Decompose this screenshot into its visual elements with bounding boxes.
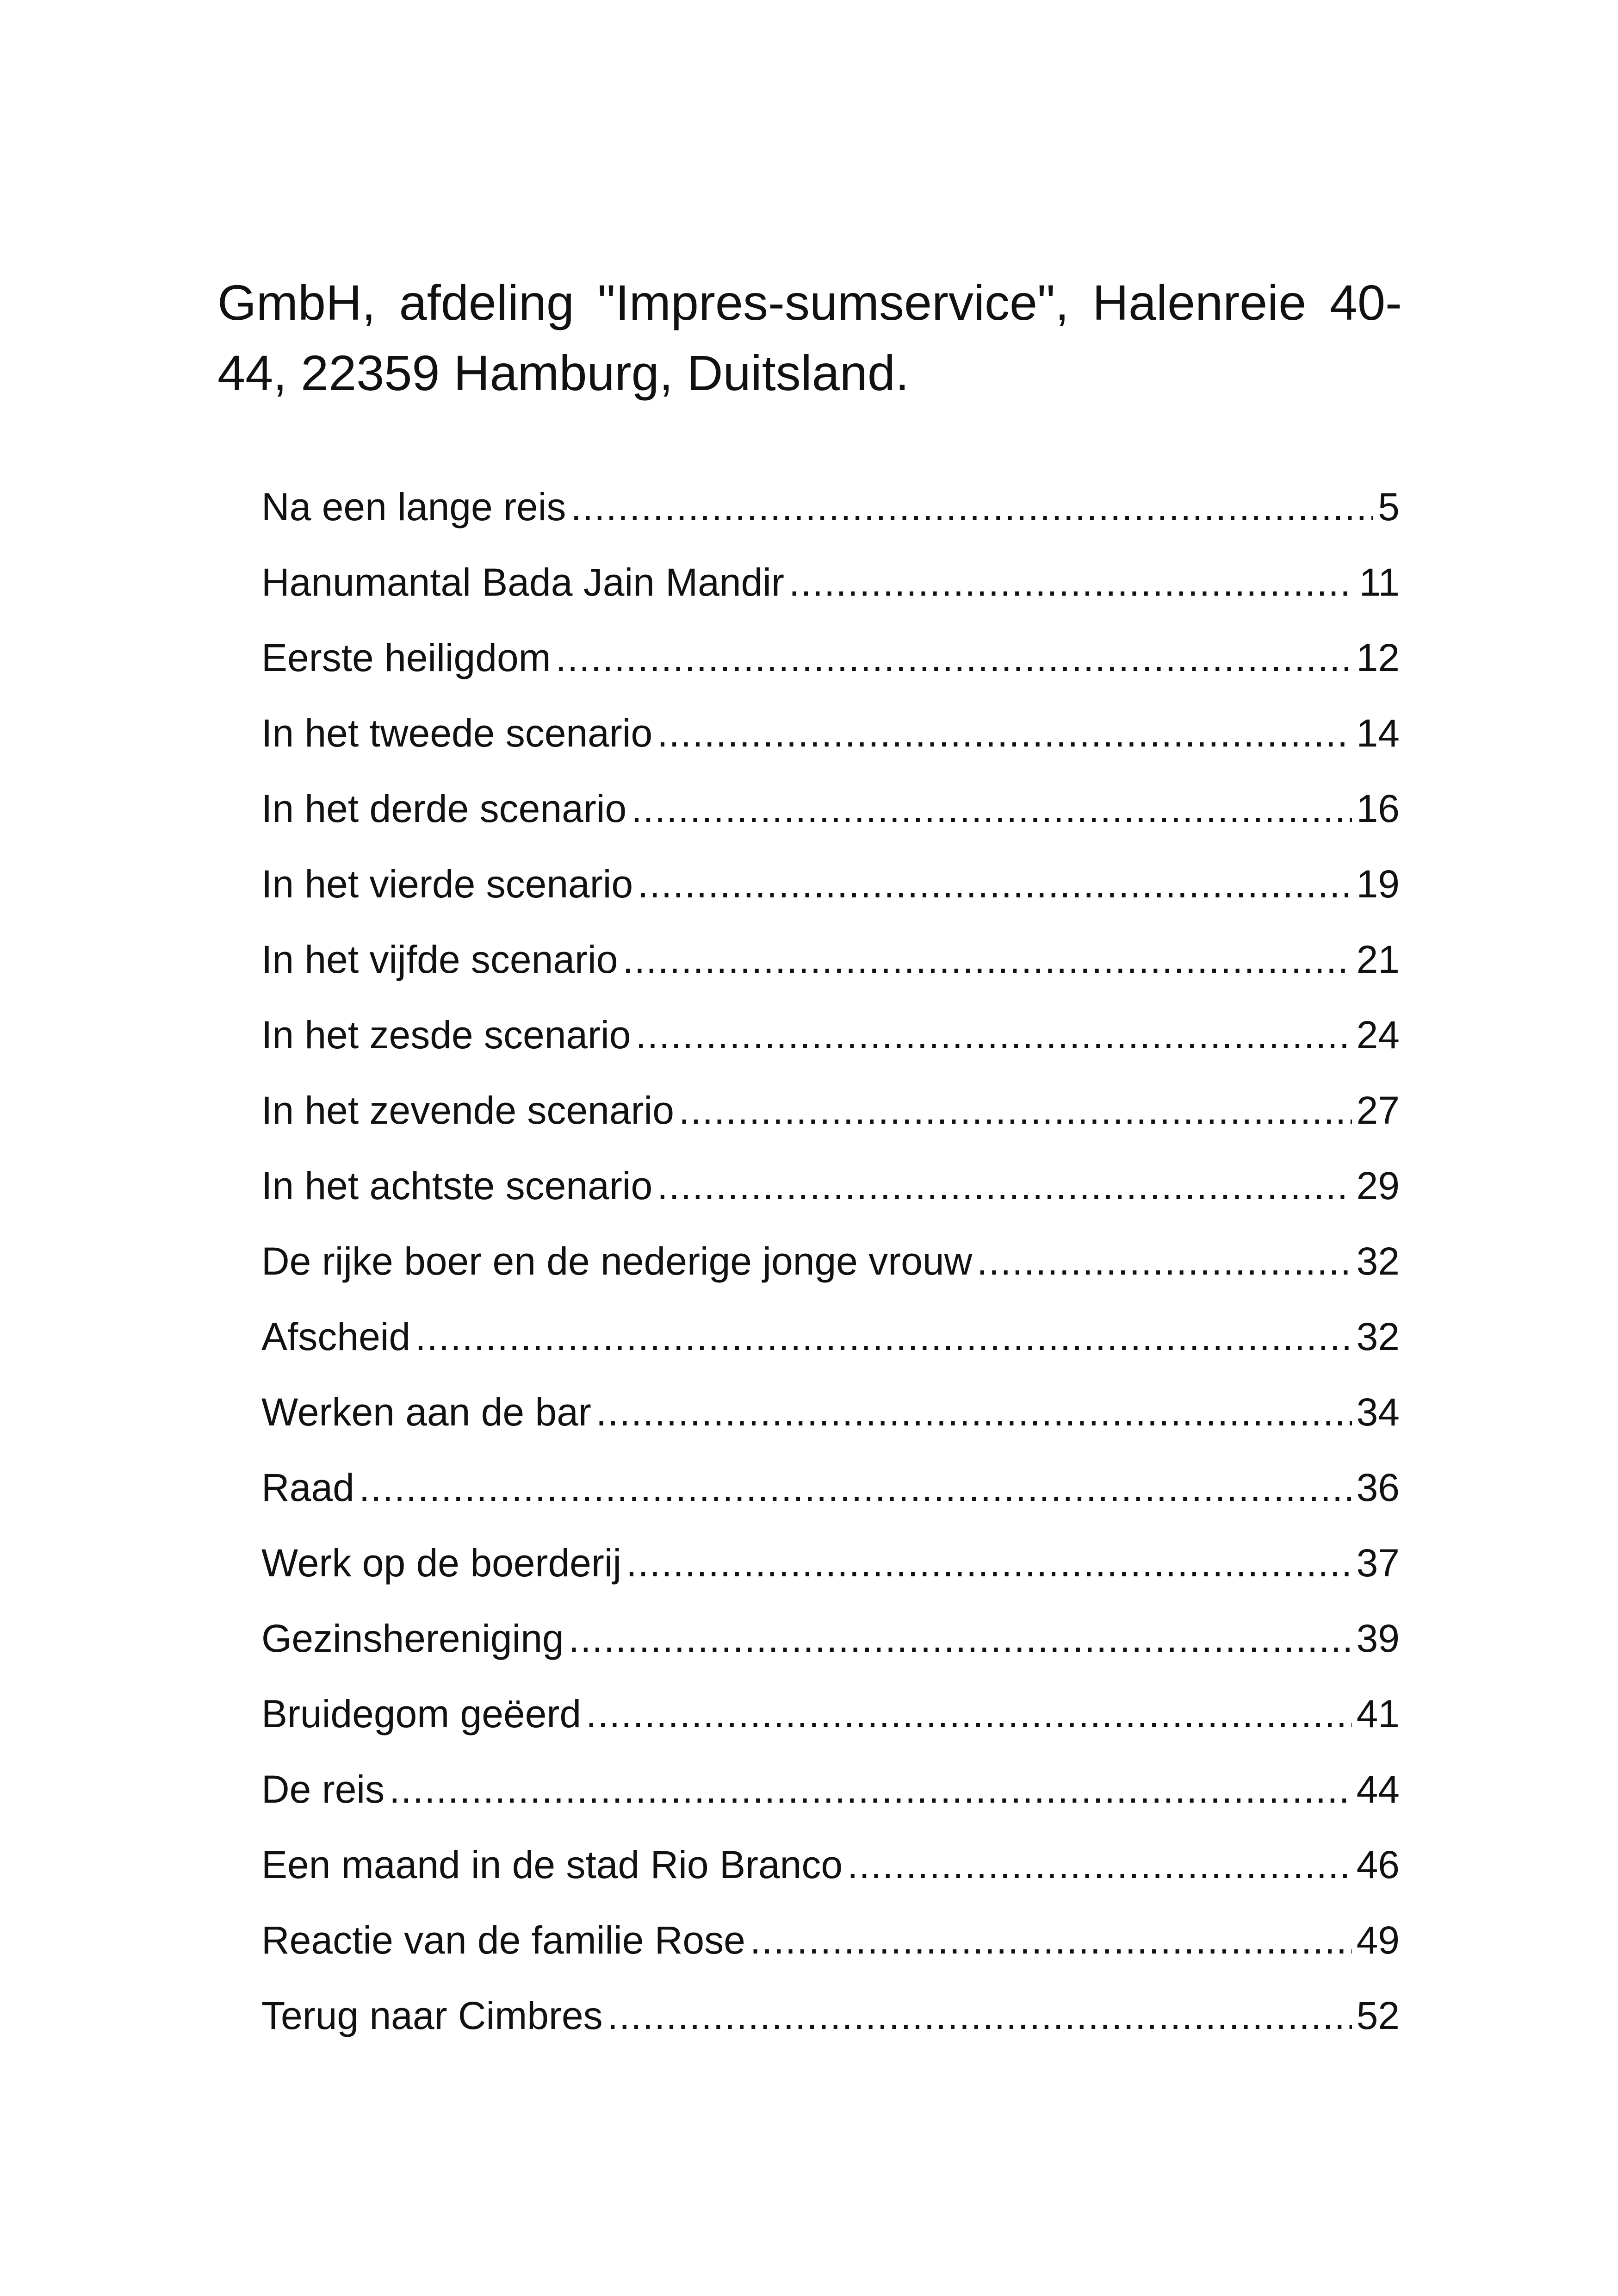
toc-leader-dots xyxy=(847,1837,1351,1892)
toc-entry-page: 44 xyxy=(1356,1767,1400,1811)
toc-entry[interactable] xyxy=(261,1912,1400,1988)
toc-leader-dots xyxy=(596,1384,1352,1440)
toc-entry-page: 16 xyxy=(1356,787,1400,830)
toc-entry[interactable] xyxy=(261,1007,1400,1083)
toc-entry-page: 36 xyxy=(1356,1466,1400,1509)
toc-leader-dots xyxy=(977,1233,1351,1289)
toc-entry-page: 52 xyxy=(1356,1994,1400,2037)
toc-entry-page: 41 xyxy=(1356,1692,1400,1736)
toc-entry-title: Raad xyxy=(261,1466,354,1509)
toc-entry[interactable] xyxy=(261,1158,1400,1233)
toc-leader-dots xyxy=(569,1611,1352,1666)
toc-entry[interactable] xyxy=(261,1988,1400,2063)
toc-leader-dots xyxy=(415,1309,1351,1364)
toc-entry-title: In het zesde scenario xyxy=(261,1013,631,1057)
toc-entry[interactable] xyxy=(261,1309,1400,1384)
toc-leader-dots xyxy=(626,1535,1351,1591)
toc-leader-dots xyxy=(556,630,1352,685)
toc-entry[interactable] xyxy=(261,932,1400,1007)
toc-entry[interactable] xyxy=(261,856,1400,932)
toc-entry-title: De rijke boer en de nederige jonge vrouw xyxy=(261,1239,973,1283)
toc-entry-title: Hanumantal Bada Jain Mandir xyxy=(261,560,784,604)
table-of-contents xyxy=(261,479,1400,2063)
toc-entry-title: In het achtste scenario xyxy=(261,1164,653,1207)
toc-entry[interactable] xyxy=(261,1233,1400,1309)
toc-entry-page: 29 xyxy=(1356,1164,1400,1207)
toc-entry-page: 34 xyxy=(1356,1390,1400,1434)
toc-leader-dots xyxy=(586,1686,1351,1742)
toc-entry[interactable] xyxy=(261,479,1400,554)
toc-entry[interactable] xyxy=(261,554,1400,630)
toc-entry[interactable] xyxy=(261,1384,1400,1460)
toc-entry-page: 27 xyxy=(1356,1089,1400,1132)
toc-leader-dots xyxy=(789,554,1355,610)
toc-entry-page: 32 xyxy=(1356,1315,1400,1358)
toc-entry[interactable] xyxy=(261,1535,1400,1611)
toc-entry-title: Werken aan de bar xyxy=(261,1390,591,1434)
toc-leader-dots xyxy=(657,1158,1351,1213)
toc-entry-page: 32 xyxy=(1356,1239,1400,1283)
toc-entry[interactable] xyxy=(261,1611,1400,1686)
toc-leader-dots xyxy=(750,1912,1352,1968)
toc-entry-title: In het derde scenario xyxy=(261,787,627,830)
toc-entry[interactable] xyxy=(261,630,1400,705)
toc-entry-title: Afscheid xyxy=(261,1315,411,1358)
toc-entry-title: Terug naar Cimbres xyxy=(261,1994,603,2037)
toc-leader-dots xyxy=(570,479,1373,535)
toc-entry-title: Na een lange reis xyxy=(261,485,566,529)
toc-leader-dots xyxy=(679,1083,1352,1138)
toc-entry[interactable] xyxy=(261,1083,1400,1158)
toc-entry-page: 21 xyxy=(1356,938,1400,981)
toc-entry-page: 11 xyxy=(1359,560,1400,604)
intro-paragraph: GmbH, afdeling "Impres-sumservice", Halenreie 40-44, 22359 Hamburg, Duitsland. xyxy=(217,274,1402,401)
toc-leader-dots xyxy=(638,856,1351,912)
toc-entry-title: De reis xyxy=(261,1767,385,1811)
toc-entry-page: 14 xyxy=(1356,711,1400,755)
toc-entry-page: 39 xyxy=(1356,1617,1400,1660)
toc-leader-dots xyxy=(636,1007,1352,1063)
toc-entry-title: Bruidegom geëerd xyxy=(261,1692,582,1736)
toc-entry-title: In het vierde scenario xyxy=(261,862,633,906)
toc-entry[interactable] xyxy=(261,1460,1400,1535)
toc-entry-title: In het vijfde scenario xyxy=(261,938,618,981)
toc-entry[interactable] xyxy=(261,1761,1400,1837)
toc-entry-title: In het zevende scenario xyxy=(261,1089,674,1132)
toc-leader-dots xyxy=(608,1988,1352,2043)
toc-entry-title: In het tweede scenario xyxy=(261,711,653,755)
toc-entry-page: 19 xyxy=(1356,862,1400,906)
toc-leader-dots xyxy=(622,932,1351,987)
toc-entry-title: Een maand in de stad Rio Branco xyxy=(261,1843,843,1886)
toc-entry-title: Eerste heiligdom xyxy=(261,636,551,679)
toc-entry-page: 5 xyxy=(1378,485,1400,529)
toc-entry-title: Gezinshereniging xyxy=(261,1617,564,1660)
toc-leader-dots xyxy=(631,781,1351,836)
toc-leader-dots xyxy=(359,1460,1352,1515)
toc-entry[interactable] xyxy=(261,781,1400,856)
toc-entry-title: Werk op de boerderij xyxy=(261,1541,622,1585)
toc-entry-title: Reactie van de familie Rose xyxy=(261,1918,745,1962)
toc-entry-page: 24 xyxy=(1356,1013,1400,1057)
toc-leader-dots xyxy=(657,705,1351,761)
toc-entry-page: 46 xyxy=(1356,1843,1400,1886)
toc-entry-page: 37 xyxy=(1356,1541,1400,1585)
toc-entry-page: 12 xyxy=(1356,636,1400,679)
toc-entry[interactable] xyxy=(261,705,1400,781)
toc-leader-dots xyxy=(389,1761,1351,1817)
toc-entry[interactable] xyxy=(261,1837,1400,1912)
toc-entry-page: 49 xyxy=(1356,1918,1400,1962)
toc-entry[interactable] xyxy=(261,1686,1400,1761)
